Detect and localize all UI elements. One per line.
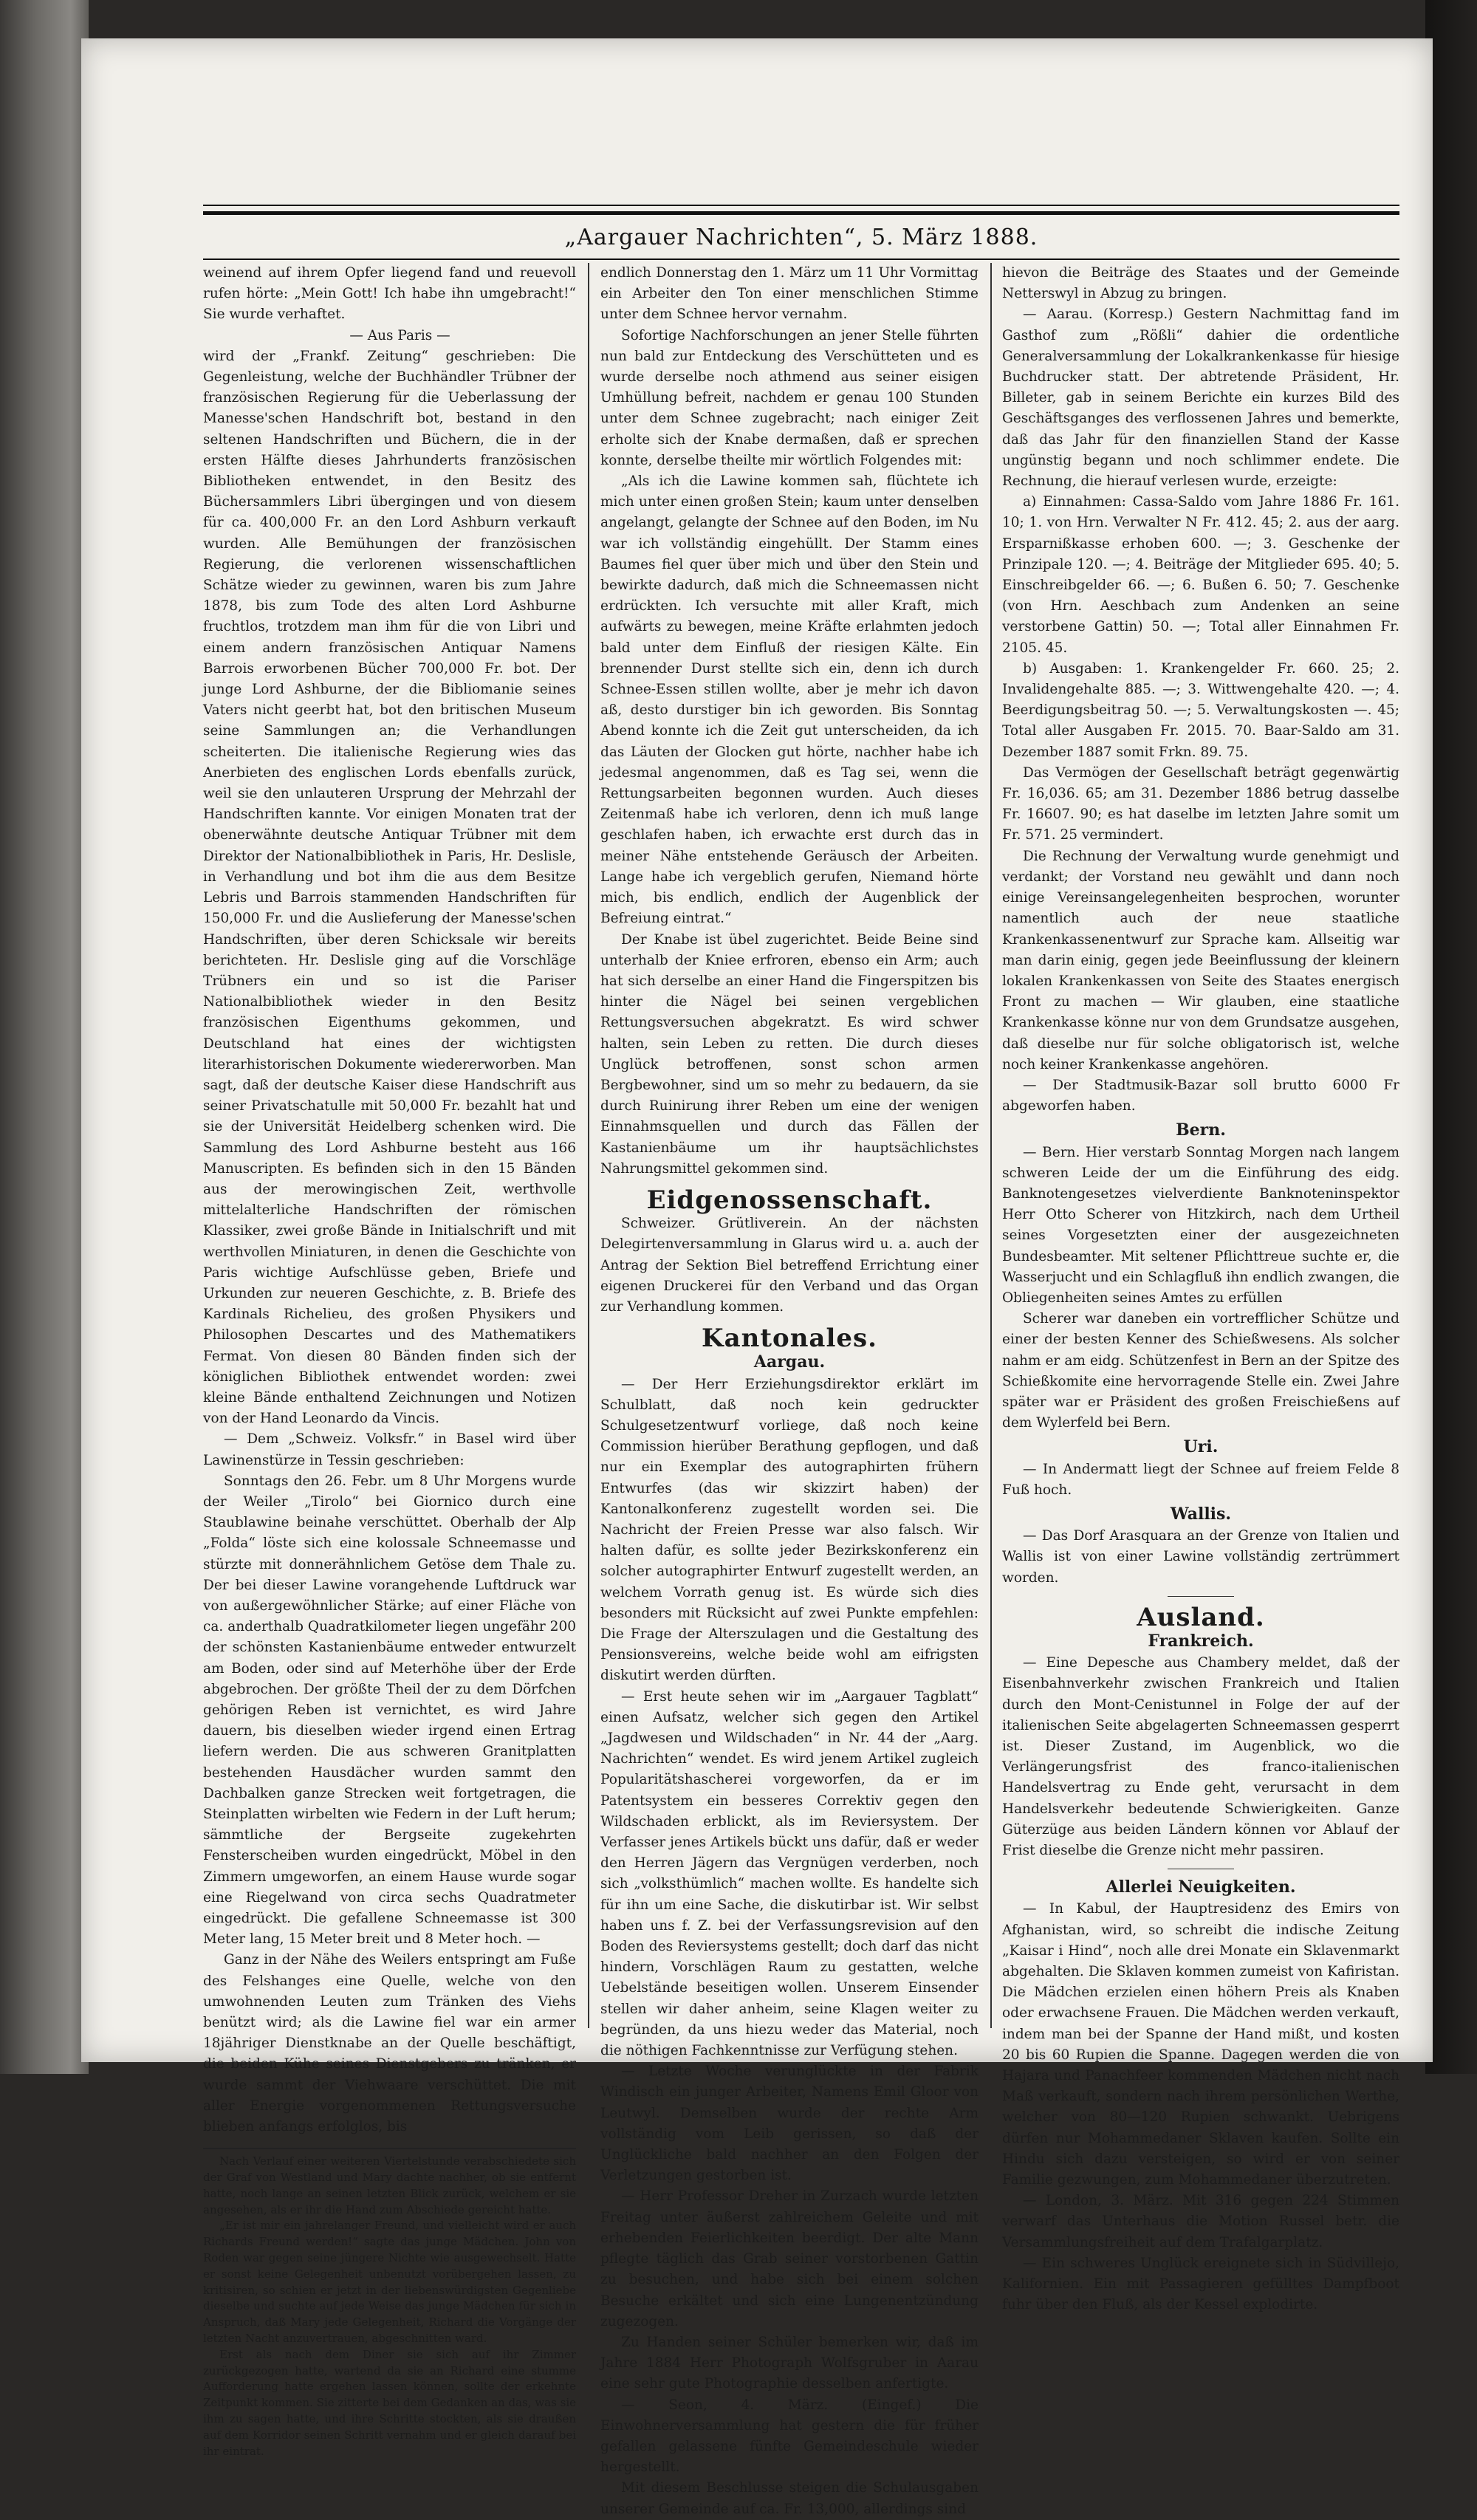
col1-paragraph: Ganz in der Nähe des Weilers entspringt am Fuße des Felshanges eine Quelle, welche von den umwohnenden Leuten zum Tränken des Viehs benützt wird; als die Lawine fiel war ein armer 18jähriger Dienstknabe an der Quelle beschäftigt, die beiden Kühe seines Dienstgebers zu tränken, er wurde sammt der Viehwaare verschüttet. Die mit aller Energie vorgenommenen Rettungsversuche blieben anfangs erfolglos, bis [203, 1952, 576, 2135]
subheading-aargau: Aargau. [753, 1352, 826, 1372]
col3-paragraph: — In Kabul, der Hauptresidenz des Emirs von Afghanistan, wird, so schreibt die indische Zeitung „Kaisar i Hind“, noch alle drei Monate ein Sklavenmarkt abgehalten. Die Sklaven kommen zumeist von Kafiristan. Die Mädchen erzielen einen höhern Preis als Knaben oder erwachsene Frauen. Die Mädchen werden verkauft, indem man bei der Spanne der Hand mißt, und kosten 20 bis 60 Rupien die Spanne. Dagegen werden die von Hajara und Panachfeer kommenden Mädchen nicht nach Maß verkauft, sondern nach ihrem persönlichen Werthe, welcher von 80—120 Rupien schwankt. Uebrigens dürfen nur Mohammedaner Sklaven kaufen. Sollte ein Hindu sich dazu versteigen, so wird er von seiner Familie gezwungen, zum Mohammedaner überzutreten. [1002, 1901, 1399, 2188]
page-content [203, 170, 1399, 2517]
feuilleton-paragraph: Erst als nach dem Diner sie sich auf ihr Zimmer zurückgezogen hatte, wartend da sie an Richard eine stumme Aufforderung hatte ergehen lassen können, sollte der erkehnte Zeitpunkt kommen. Sie zitterte bei dem Gedanken an das, was sie ihm zu sagen hatte, und ihre Schritte stockten, als sie draußen auf dem Korridor seinen Schritt vernahm und er gleich darauf bei ihr eintrat. [203, 2347, 576, 2458]
col2-paragraph: — Seon, 4. März. (Eingef.) Die Einwohnerversammlung hat gestern die für früher gefallen gelassene fünfte Gemeindeschule wieder hergestellt. [600, 2397, 979, 2476]
feuilleton [203, 2148, 576, 2459]
col2-paragraph: Der Knabe ist übel zugerichtet. Beide Beine sind unterhalb der Kniee erfroren, ebenso ein Arm; auch hat sich derselbe an einer Hand die Fingerspitzen bis hinter die Nägel bei seinen vergeblichen Rettungsversuchen abgekratzt. Es wird schwer halten, sein Leben zu retten. Die durch dieses Unglück betroffenen, sonst schon armen Bergbewohner, sind um so mehr zu bedauern, da sie durch Ruinirung ihrer Reben um eine der wenigen Einnahmsquellen und durch das Fällen der Kastanienbäume um ihr hauptsächlichstes Nahrungsmittel gekommen sind. [600, 931, 979, 1177]
col1-paragraph: — Dem „Schweiz. Volksfr.“ in Basel wird über Lawinenstürze in Tessin geschrieben: [203, 1431, 576, 1468]
col2-paragraph: — Herr Professor Dreher in Zurzach wurde letzten Freitag unter äußerst zahlreichem Geleite und mit erhebenden Feierlichkeiten beerdigt. Der alte Mann pflegte täglich das Grab seiner vorstorbenen Gattin zu besuchen, und habe sich bei einem solchen Besuche erkältet und sich eine Lungenentzündung zugezogen. [600, 2188, 979, 2329]
section-heading-allerlei: Allerlei Neuigkeiten. [1106, 1877, 1296, 1897]
col2-paragraph: — Der Herr Erziehungsdirektor erklärt im Schulblatt, daß noch kein gedruckter Schulgesetzentwurf vorliege, daß noch keine Commission hierüber Berathung gepflogen, und daß nur ein Exemplar des autographirten frühern Entwurfes (das wir skizzirt haben) der Kantonalkonferenz zugestellt worden sei. Die Nachricht der Freien Presse war also falsch. Wir halten dafür, es sollte jeder Bezirkskonferenz ein solcher autographirter Entwurf zugestellt werden, an welchem Vorrath genug ist. Es würde sich dies besonders mit Rücksicht auf zwei Punkte empfehlen: Die Frage der Alterszulagen und die Gestaltung des Pensionsvereins, welche beide wohl am eifrigsten diskutirt werden dürften. [600, 1376, 979, 1684]
col3-paragraph: — Der Stadtmusik-Bazar soll brutto 6000 Fr abgeworfen haben. [1002, 1077, 1399, 1115]
col2-paragraph: — Letzte Woche verunglückte in der Fabrik Windisch ein junger Arbeiter, Namens Emil Gloor von Leutwyl. Demselben wurde der rechte Arm vollständig vom Leib gerissen, so daß der Unglückliche bald nachher an den Folgen der Verletzungen gestorben ist. [600, 2064, 979, 2184]
newspaper-page [81, 38, 1433, 2517]
column-1 [203, 263, 576, 2458]
column-divider-1 [588, 263, 589, 2028]
col3-paragraph: — Aarau. (Korresp.) Gestern Nachmittag fand im Gasthof zum „Rößli“ dahier die ordentliche Generalversammlung der Lokalkrankenkasse für hiesige Buchdrucker statt. Der abtretende Präsident, Hr. Billeter, gab in seinem Berichte ein kurzes Bild des Geschäftsganges des verflossenen Jahres und bemerkte, daß das Jahr für den finanziellen Stand der Kasse ungünstig begann und noch schlimmer endete. Die Rechnung, die hierauf verlesen wurde, erzeigte: [1002, 307, 1399, 490]
subheading-uri: Uri. [1183, 1437, 1219, 1457]
col1-paragraph: wird der „Frankf. Zeitung“ geschrieben: Die Gegenleistung, welche der Buchhändler Trübner der französischen Regierung für die Ueberlassung der Manesse'schen Handschrift bot, bestand in den seltenen Handschriften und Büchern, die in der ersten Hälfte dieses Jahrhunderts französischen Bibliotheken entwendet, in den Besitz des Büchersammlers Libri übergingen und von diesem für ca. 400,000 Fr. an den Lord Ashburn verkauft wurden. Alle Bemühungen der französischen Regierung, die verlorenen wissenschaftlichen Schätze wieder zu gewinnen, waren bis zum Jahre 1878, bis zum Tode des alten Lord Ashburne fruchtlos, trotzdem man ihm für die von Libri und einem andern französischen Antiquar Namens Barrois erworbenen Bücher 700,000 Fr. bot. Der junge Lord Ashburne, der die Bibliomanie seines Vaters nicht geerbt hat, bot den britischen Museum seine Sammlungen an; die Verhandlungen scheiterten. Die italienische Regierung wies das Anerbieten des englischen Lords ebenfalls zurück, weil sie den unlauteren Ursprung der Mehrzahl der Handschriften kannte. Vor einigen Monaten trat der obenerwähnte deutsche Antiquar Trübner mit dem Direktor der Nationalbibliothek in Paris, Hr. Deslisle, in Verhandlung und bot ihm die aus dem Besitze Lebris und Barrois stammenden Handschriften für 150,000 Fr. und die Auslieferung der Manesse'schen Handschriften, über deren Schicksale wir bereits berichteten. Hr. Deslisle ging auf die Vorschläge Trübners ein und so ist die Pariser Nationalbibliothek wieder in den Besitz französischen Eigenthums gekommen, und Deutschland hat eines der wichtigsten literarhistorischen Dokumente wiedererworben. Man sagt, daß der deutsche Kaiser diese Handschrift aus seiner Privatschatulle mit 50,000 Fr. bezahlt hat und sie der Universität Heidelberg schenken wird. Die Sammlung des Lord Ashburne besteht aus 166 Manuscripten. Es befinden sich in den 15 Bänden aus der merowingischen Zeit, werthvolle mittelalterliche Handschriften der römischen Klassiker, zwei große Bände in Initialschrift und mit werthvollen Miniaturen, in denen die Geschichte von Paris wichtige Aufschlüsse geben, Briefe und Urkunden zur neueren Geschichte, z. B. Briefe des Kardinals Richelieu, des großen Physikers und Philosophen Descartes und des Mathematikers Fermat. Von diesen 80 Bänden finden sich der königlichen Bibliothek entwendet worden: zwei kleine Bände enthaltend Zeichnungen und Notizen von der Hand Leonardo da Vincis. [203, 348, 576, 1427]
col2-paragraph: endlich Donnerstag den 1. März um 11 Uhr Vormittag ein Arbeiter den Ton einer menschlichen Stimme unter dem Schnee hervor vernahm. [600, 265, 979, 323]
feuilleton-paragraph: Nach Verlauf einer weiteren Viertelstunde verabschiedete sich der Graf von Westland und Mary dachte nachher, ob sie entfernt hatte, noch lange an seinen letzten Blick zurück, welchem er sie angesehen, als er ihr die Hand zum Abschiede gereicht hatte. [203, 2154, 576, 2216]
feuilleton-paragraph: „Er ist mir ein jahrelanger Freund, und vielleicht wird er auch Richards Freund werden!“ sagte das junge Mädchen. John von Roden war gegen seine jüngere Nichte wie ausgewechselt. Hatte er sonst keine Gelegenheit unbenutzt vorübergehen lassen, zu kritisiren, so schien er jetzt in der liebenswürdigsten Gegenliebe dieselbe und suchte auf jede Weise das junge Mädchen für sich in Anspruch, daß Mary jede Gelegenheit, Richard die Vorgänge der letzten Nacht anzuvertrauen, abgeschnitten ward. [203, 2219, 576, 2346]
col3-paragraph: — Ein schweres Unglück ereignete sich in Südvillejo, Kalifornien. Ein mit Passagieren gefülltes Dampfboot fuhr über den Fluß, als der Kessel explodirte. [1002, 2255, 1399, 2313]
column-divider-2 [990, 263, 992, 2028]
masthead-title: „Aargauer Nachrichten“, 5. März 1888. [564, 225, 1038, 250]
col3-paragraph: a) Einnahmen: Cassa-Saldo vom Jahre 1886 Fr. 161. 10; 1. von Hrn. Verwalter N Fr. 412. 45; 2. aus der aarg. Ersparnißkasse erhoben 600. —; 3. Geschenke der Prinzipale 120. —; 4. Beiträge der Mitglieder 695. 40; 5. Einschreibgelder 66. —; 6. Bußen 6. 50; 7. Geschenke (von Hrn. Aeschbach zum Andenken an seine verstorbene Gattin) 50. —; Total aller Einnahmen Fr. 2105. 45. [1002, 494, 1399, 656]
col2-paragraph: — Erst heute sehen wir im „Aargauer Tagblatt“ einen Aufsatz, welcher sich gegen den Artikel „Jagdwesen und Wildschaden“ in Nr. 44 der „Aarg. Nachrichten“ wendet. Es wird jenem Artikel zugleich Popularitätshascherei vorgeworfen, da er im Patentsystem ein besseres Correktiv gegen den Wildschaden erblickt, als im Reviersystem. Der Verfasser jenes Artikels bückt uns dafür, daß er weder den Herren Jägern das Vergnügen verderben, noch sich „volksthümlich“ machen wollte. Es handelte sich für ihn um eine Sache, die diskutirbar ist. Wir selbst haben uns f. Z. bei der Verfassungsrevision auf den Boden des Reviersystems gestellt; doch darf das nicht hindern, Vorschlägen Raum zu gestatten, welche Uebelstände beseitigen wollen. Unserem Einsender stellen wir daher anheim, seine Klagen weiter zu begründen, da uns hiezu weder das Material, noch die nöthigen Fachkenntnisse zur Verfügung stehen. [600, 1688, 979, 2059]
scan-right-edge [1425, 0, 1477, 2074]
header-rule-top [203, 205, 1399, 206]
subheading-frankreich: Frankreich. [1148, 1632, 1254, 1651]
col3-paragraph: — Bern. Hier verstarb Sonntag Morgen nach langem schweren Leide der um die Einführung des eidg. Banknotengesetzes vielverdiente Banknoteninspektor Herr Otto Scherer von Hitzkirch, nach dem Urtheil seines Vorgesetzten einer der ausgezeichneten Bundesbeamter. Mit seltener Pflichttreue suchte er, die Wasserjucht und ein Schlagfluß ihn endlich zwangen, die Obliegenheiten seines Amtes zu erfüllen [1002, 1144, 1399, 1306]
col2-paragraph: „Als ich die Lawine kommen sah, flüchtete ich mich unter einen großen Stein; kaum unter denselben angelangt, gelangte der Schnee auf den Boden, im Nu war ich vollständig eingehüllt. Der Stamm eines Baumes fiel quer über mich und über den Stein und bewirkte dadurch, daß mich die Schneemassen nicht erdrückten. Ich versuchte mit aller Kraft, mich aufwärts zu bewegen, meine Kräfte erlahmten jedoch bald unter dem Einfluß der riesigen Kälte. Ein brennender Durst stellte sich ein, denn ich durch Schnee-Essen stillen wollte, aber je mehr ich davon aß, desto durstiger bin ich geworden. Bis Sonntag Abend konnte ich die Zeit gut unterscheiden, da ich das Läuten der Glocken gut hörte, nachher habe ich jedesmal angenommen, daß es Tag sei, wenn die Rettungsarbeiten begonnen wurden. Auch dieses Zeitenmaß habe ich verloren, denn ich muß lange geschlafen haben, ich erwachte erst durch das in meiner Nähe entstehende Geräusch der Arbeiten. Lange habe ich vergeblich gerufen, Niemand hörte mich, bis endlich, endlich der Augenblick der Befreiung eintrat.“ [600, 473, 979, 927]
col3-paragraph: — London, 3. März. Mit 316 gegen 224 Stimmen verwarf das Unterhaus die Motion Russel betr. die Versammlungsfreiheit auf dem Trafalgarplatz. [1002, 2193, 1399, 2250]
section-heading-ausland: Ausland. [1137, 1602, 1265, 1632]
subheading-bern: Bern. [1176, 1120, 1226, 1140]
col3-paragraph: — In Andermatt liegt der Schnee auf freiem Felde 8 Fuß hoch. [1002, 1461, 1399, 1498]
col3-paragraph: — Das Dorf Arasquara an der Grenze von Italien und Wallis ist von einer Lawine vollständig zertrümmert worden. [1002, 1528, 1399, 1586]
col1-paragraph: Sonntags den 26. Febr. um 8 Uhr Morgens wurde der Weiler „Tirolo“ bei Giornico durch eine Staublawine beinahe verschüttet. Oberhalb der Alp „Folda“ löste sich eine kolossale Schneemasse und stürzte mit donnerähnlichem Getöse dem Thale zu. Der bei dieser Lawine vorangehende Luftdruck war von außergewöhnlicher Stärke; auf einer Fläche von ca. anderthalb Quadratkilometer liegen ungefähr 200 der schönsten Kastanienbäume entweder entwurzelt am Boden, oder sind auf Meterhöhe über der Erde abgebrochen. Der größte Theil der zu dem Dörfchen gehörigen Reben ist vernichtet, es wird Jahre dauern, bis dieselben wieder irgend einen Ertrag liefern werden. Die aus schweren Granitplatten bestehenden Hausdächer wurden sammt den Dachbalken ganze Strecken weit fortgetragen, die Steinplatten wirbelten wie Federn in der Luft herum; sämmtliche der Bergseite zugekehrten Fensterscheiben wurden eingedrückt, Möbel in den Zimmern umgeworfen, an einem Hause wurde sogar eine Riegelwand von circa sechs Quadratmeter eingedrückt. Die gefallene Schneemasse ist 300 Meter lang, 15 Meter breit und 8 Meter hoch. — [203, 1473, 576, 1948]
col3-paragraph: Das Vermögen der Gesellschaft beträgt gegenwärtig Fr. 16,036. 65; am 31. Dezember 1886 betrug dasselbe Fr. 16607. 90; es hat daselbe im letzten Jahre somit um Fr. 571. 25 vermindert. [1002, 764, 1399, 843]
col3-paragraph: Scherer war daneben ein vortrefflicher Schütze und einer der besten Kenner des Schießwesens. Als solcher nahm er am eidg. Schützenfest in Bern an der Spitze des Schießkomite eine hervorragende Stelle ein. Zwei Jahre später war er Präsident des großen Freischießens auf dem Wylerfeld bei Bern. [1002, 1311, 1399, 1431]
section-heading-kantonales: Kantonales. [702, 1324, 877, 1354]
col3-paragraph: — Eine Depesche aus Chambery meldet, daß der Eisenbahnverkehr zwischen Frankreich und Italien durch den Mont-Cenistunnel in Folge der auf der italienischen Seite abgelagerten Schneemassen gesperrt ist. Dieser Zustand, im Augenblick, wo die Verlängerungsfrist des franco-italienischen Handelsvertrag zu Ende geht, verursacht in dem Handelsverkehr bedeutende Schwierigkeiten. Ganze Güterzüge aus beiden Ländern können vor Ablauf der Frist dieselbe die Grenze nicht mehr passiren. [1002, 1655, 1399, 1859]
col1-heading-paris: — Aus Paris — [349, 327, 450, 343]
column-2 [600, 263, 979, 2517]
scan-left-edge [0, 0, 89, 2074]
section-divider [1168, 1596, 1234, 1597]
header-rule-thick [203, 211, 1399, 215]
col3-paragraph: b) Ausgaben: 1. Krankengelder Fr. 660. 25; 2. Invalidengehalte 885. —; 3. Wittwengehalte 420. —; 4. Beerdigungsbeitrag 50. —; 5. Verwaltungskosten —. 45; Total aller Ausgaben Fr. 2015. 70. Baar-Saldo am 31. Dezember 1887 somit Frkn. 89. 75. [1002, 660, 1399, 760]
col3-paragraph: Die Rechnung der Verwaltung wurde genehmigt und verdankt; der Vorstand neu gewählt und dann noch einige Vereinsangelegenheiten besprochen, worunter namentlich auch der neue staatliche Krankenkassenentwurf zur Sprache kam. Allseitig war man darin einig, gegen jede Beeinflussung der kleinern lokalen Krankenkassen von Seite des Staates energisch Front zu machen — Wir glauben, eine staatliche Krankenkasse könne nur von dem Grundsatze ausgehen, daß dieselbe nur für solche obligatorisch ist, welche noch keiner Krankenkasse angehören. [1002, 848, 1399, 1072]
col2-paragraph: Mit diesem Beschlusse steigen die Schulausgaben unserer Gemeinde auf ca. Fr. 13,000, allerdings sind [600, 2480, 979, 2517]
col3-paragraph: hievon die Beiträge des Staates und der Gemeinde Netterswyl in Abzug zu bringen. [1002, 265, 1399, 302]
col2-paragraph: Zu Handen seiner Schüler bemerken wir, daß im Jahre 1884 Herr Photograph Wolfsgruber in Aarau eine sehr gute Photographie desselben anfertigte. [600, 2334, 979, 2392]
col1-paragraph: weinend auf ihrem Opfer liegend fand und reuevoll rufen hörte: „Mein Gott! Ich habe ihn umgebracht!“ Sie wurde verhaftet. [203, 265, 576, 323]
section-heading-eidgenossenschaft: Eidgenossenschaft. [646, 1185, 933, 1215]
column-3 [1002, 263, 1399, 2313]
subheading-wallis: Wallis. [1170, 1504, 1232, 1524]
col2-paragraph: Schweizer. Grütliverein. An der nächsten Delegirtenversammlung in Glarus wird u. a. auch der Antrag der Sektion Biel betreffend Errichtung einer eigenen Druckerei für den Verband und das Organ zur Verhandlung kommen. [600, 1216, 979, 1315]
masthead [203, 219, 1399, 260]
col2-paragraph: Sofortige Nachforschungen an jener Stelle führten nun bald zur Entdeckung des Verschütteten und es wurde derselbe noch athmend aus seiner eisigen Umhüllung befreit, nachdem er genau 100 Stunden unter dem Schnee zugebracht; nach einiger Zeit erholte sich der Knabe dermaßen, daß er sprechen konnte, derselbe theilte mir wörtlich Folgendes mit: [600, 327, 979, 468]
